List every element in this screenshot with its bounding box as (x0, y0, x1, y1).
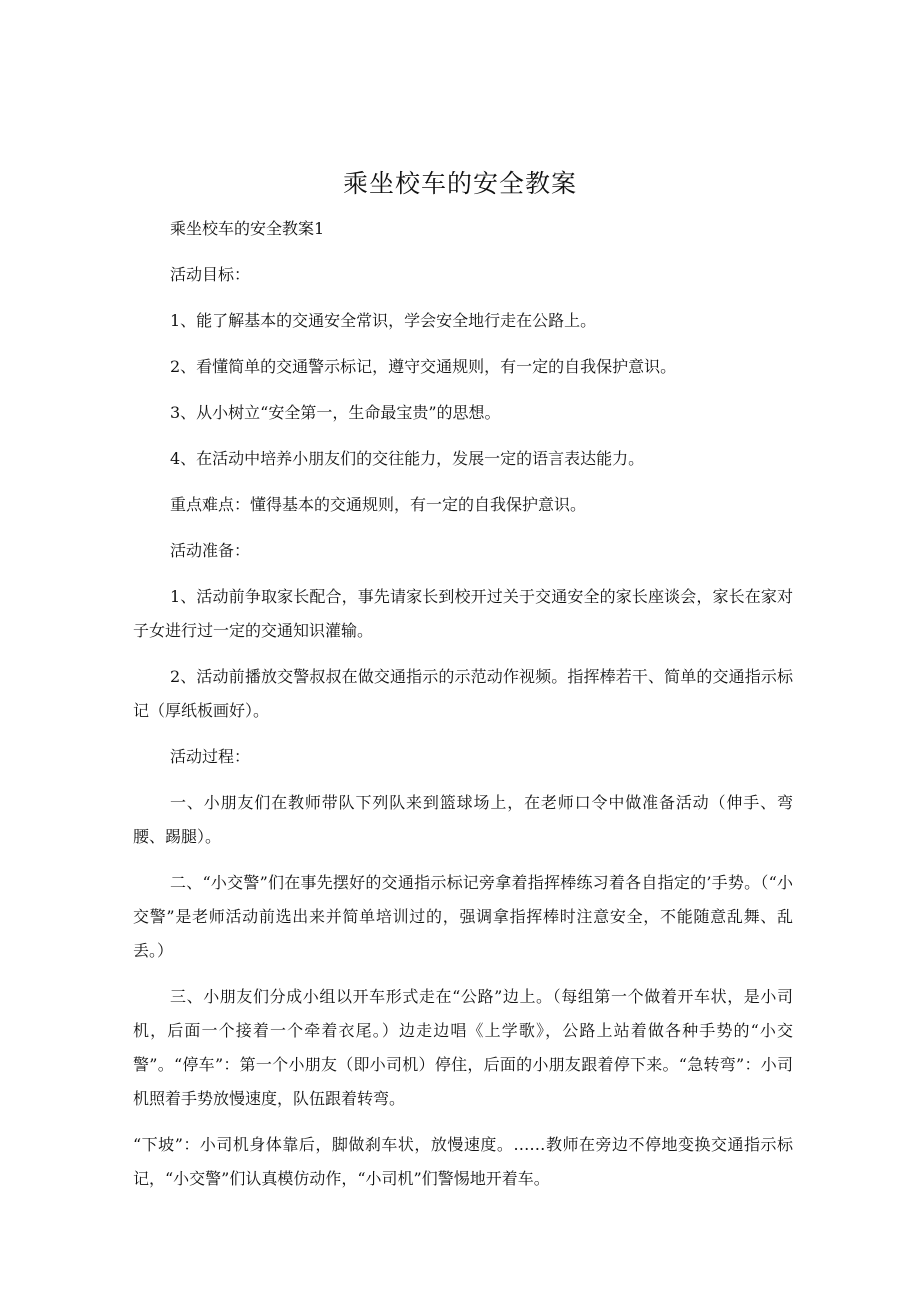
goal-item: 2、看懂简单的交通警示标记，遵守交通规则，有一定的自我保护意识。 (170, 357, 677, 376)
activity-goals-heading: 活动目标： (170, 265, 251, 284)
process-step-continuation: “下坡”：小司机身体靠后，脚做刹车状，放慢速度。……教师在旁边不停地变换交通指示标记，“小交警”们认真模仿动作，“小司机”们警惕地开着车。 (133, 1135, 793, 1188)
goal-item: 1、能了解基本的交通安全常识，学会安全地行走在公路上。 (170, 311, 597, 330)
process-step: 一、小朋友们在教师带队下列队来到篮球场上，在老师口令中做准备活动（伸手、弯腰、踢腿）。 (133, 793, 793, 846)
document-title: 乘坐校车的安全教案 (342, 169, 577, 198)
document-body (133, 212, 793, 1208)
process-step: 二、“小交警”们在事先摆好的交通指示标记旁拿着指挥棒练习着各自指定的’手势。（“小交警”是老师活动前选出来并简单培训过的，强调拿指挥棒时注意安全，不能随意乱舞、乱丢。） (133, 873, 793, 960)
preparation-item: 2、活动前播放交警叔叔在做交通指示的示范动作视频。指挥棒若干、简单的交通指示标记（厚纸板画好）。 (133, 667, 793, 720)
preparation-heading: 活动准备： (170, 541, 251, 560)
goal-item: 4、在活动中培养小朋友们的交往能力，发展一定的语言表达能力。 (170, 449, 645, 468)
key-points-paragraph: 重点难点：懂得基本的交通规则，有一定的自我保护意识。 (170, 495, 587, 514)
process-step: 三、小朋友们分成小组以开车形式走在“公路”边上。（每组第一个做着开车状，是小司机，后面一个接着一个牵着衣尾。）边走边唱《上学歌》，公路上站着做各种手势的“小交警”。“停车”：第一个小朋友（即小司机）停住，后面的小朋友跟着停下来。“急转弯”：小司机照着手势放慢速度，队伍跟着转弯。 (133, 987, 793, 1108)
goal-item: 3、从小树立“安全第一，生命最宝贵”的思想。 (170, 403, 501, 422)
section-heading: 乘坐校车的安全教案1 (170, 219, 325, 238)
preparation-item: 1、活动前争取家长配合，事先请家长到校开过关于交通安全的家长座谈会，家长在家对子女进行过一定的交通知识灌输。 (133, 587, 793, 640)
process-heading: 活动过程： (170, 747, 251, 766)
